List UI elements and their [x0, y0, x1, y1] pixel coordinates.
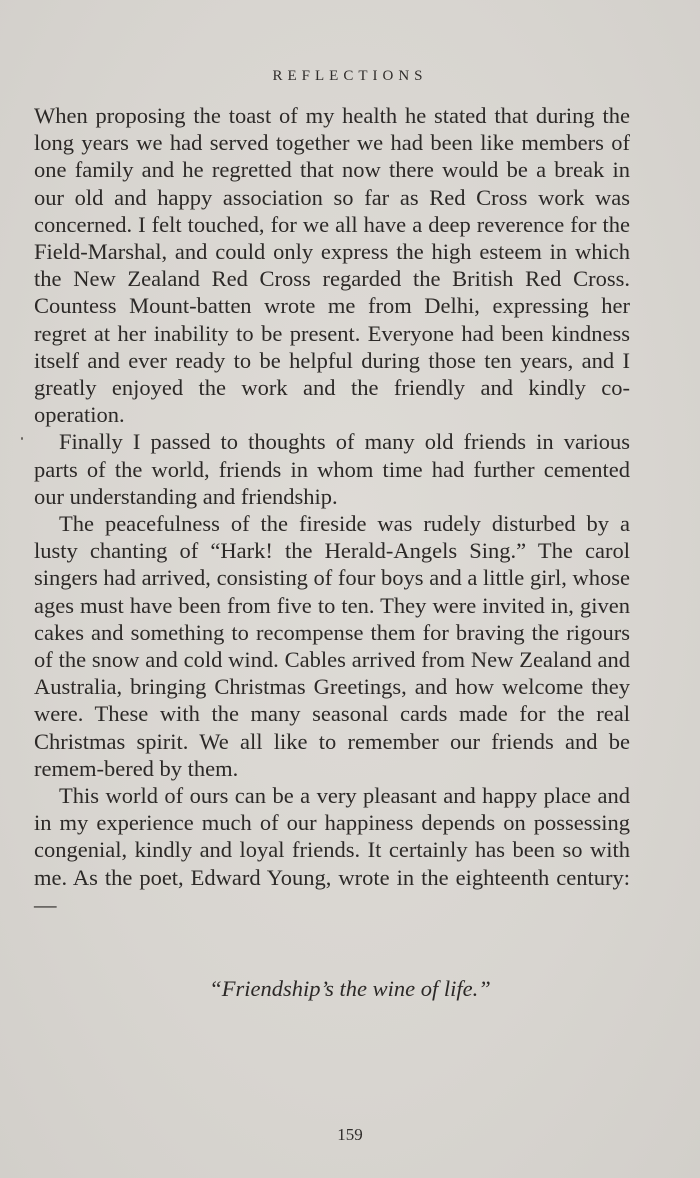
running-title: REFLECTIONS	[272, 68, 428, 84]
paper-speck	[21, 437, 23, 440]
paragraph: The peacefulness of the fireside was rudely disturbed by a lusty chanting of “Hark! the Herald-Angels Sing.” The carol singers had arrived, consisting of four boys and a little girl, whose ages must have been from five to ten. They were invited in, given cakes and something to recompense them for braving the rigours of the snow and cold wind. Cables arrived from New Zealand and Australia, bringing Christmas Greetings, and how welcome they were. These with the many seasonal cards made for the real Christmas spirit. We all like to remember our friends and be remem-bered by them.	[34, 511, 630, 781]
page-number: 159	[337, 1125, 363, 1144]
paragraph: When proposing the toast of my health he stated that during the long years we had served together we had been like members of one family and he regretted that now there would be a break in our old and happy association so far as Red Cross work was concerned. I felt touched, for we all have a deep reverence for the Field-Marshal, and could only express the high esteem in which the New Zealand Red Cross regarded the British Red Cross. Countess Mount-batten wrote me from Delhi, expressing her regret at her inability to be present. Everyone had been kindness itself and ever ready to be helpful during those ten years, and I greatly enjoyed the work and the friendly and kindly co-operation.	[34, 103, 630, 428]
paragraph: This world of ours can be a very pleasant and happy place and in my experience much of our happiness depends on possessing congenial, kindly and loyal friends. It certainly has been so with me. As the poet, Edward Young, wrote in the eighteenth century:—	[34, 783, 630, 917]
epigraph-quote: “Friendship’s the wine of life.”	[209, 976, 491, 1001]
paragraph: Finally I passed to thoughts of many old friends in various parts of the world, friends in whom time had further cemented our understanding and friendship.	[34, 429, 630, 509]
body-text	[34, 102, 630, 918]
